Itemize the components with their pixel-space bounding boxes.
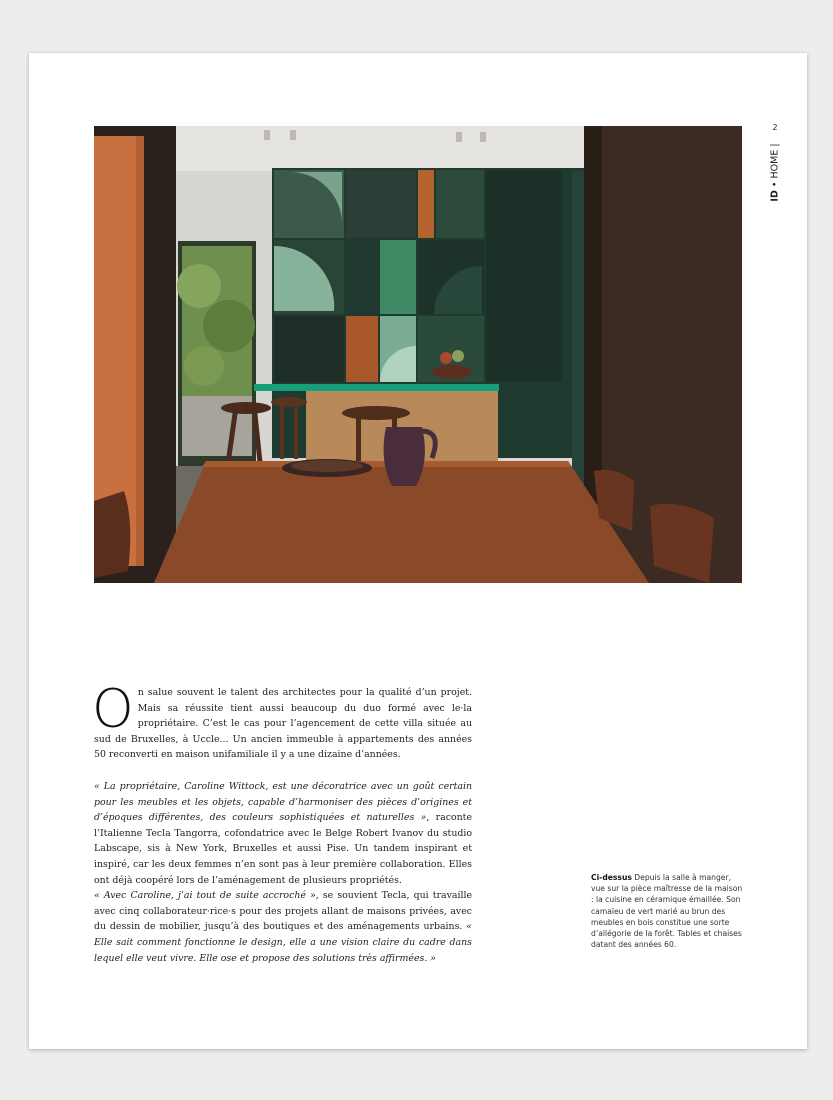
photo-caption [591, 872, 746, 950]
quote-tecla: « Avec Caroline, j’ai tout de suite accroché » [94, 890, 316, 902]
caption-lead: Ci-dessus [591, 873, 632, 882]
article-body [92, 679, 472, 966]
drop-cap: O [92, 679, 134, 740]
magazine-page [29, 53, 807, 1049]
interior-photo [94, 126, 742, 583]
article-paragraph-2 [94, 779, 472, 888]
article-paragraph-1 [92, 679, 472, 763]
paragraph-2-text: , raconte l’Italienne Tecla Tangorra, cofondatrice avec le Belge Robert Ivanov du studio Labscape, sis à New York, Bruxelles et aussi Pise. Un tandem inspirant et inspiré, car les deux femmes n’en sont pas à leur première collaboration. Elles ont déjà coopéré lors de l’aménagement de plusieurs propriétés. [94, 812, 472, 886]
magazine-name: ID [769, 190, 781, 202]
section-name: HOME [769, 149, 781, 179]
quote-owner: « La propriétaire, Caroline Wittock, est une décoratrice avec un goût certain pour les meubles et les objets, capable d’harmoniser des pièces d’origines et d’époques différentes, des couleurs sophistiquées et naturelles » [94, 780, 472, 824]
quote-tecla-2: « Elle sait comment fonctionne le design, elle a une vision claire du cadre dans lequel elle veut vivre. Elle ose et propose des solutions très affirmées. » [94, 921, 472, 964]
page-runner [765, 123, 785, 203]
paragraph-1-text: n salue souvent le talent des architectes pour la qualité d’un projet. Mais sa réussite tient aussi beaucoup du duo formé avec le·la propriétaire. C’est le cas pour l’agencement de cette villa située au sud de Bruxelles, à Uccle... Un ancien immeuble à appartements des années 50 reconverti en maison unifamiliale il y a une dizaine d’années. [94, 687, 472, 761]
ceiling [174, 126, 594, 171]
article-paragraph-3 [94, 888, 472, 966]
dining-room-illustration [94, 126, 742, 583]
caption-text: Depuis la salle à manger, vue sur la pièce maîtresse de la maison : la cuisine en céramique émaillée. Son camaïeu de vert marié au brun des meubles en bois constitue une sorte d’allégorie de la forêt. Tables et chaises datant des années 60. [591, 873, 743, 950]
section-label: ID • HOME | [769, 143, 781, 202]
pitcher [384, 427, 425, 486]
paragraph-3-text: , se souvient Tecla, qui travaille avec cinq collaborateur·rice·s pour des projets allant de maisons privées, avec du dessin de mobilier, jusqu’à des boutiques et des aménagements urbains. [94, 890, 472, 933]
kitchen-counter [254, 384, 499, 391]
page-number: 2 [772, 123, 778, 132]
